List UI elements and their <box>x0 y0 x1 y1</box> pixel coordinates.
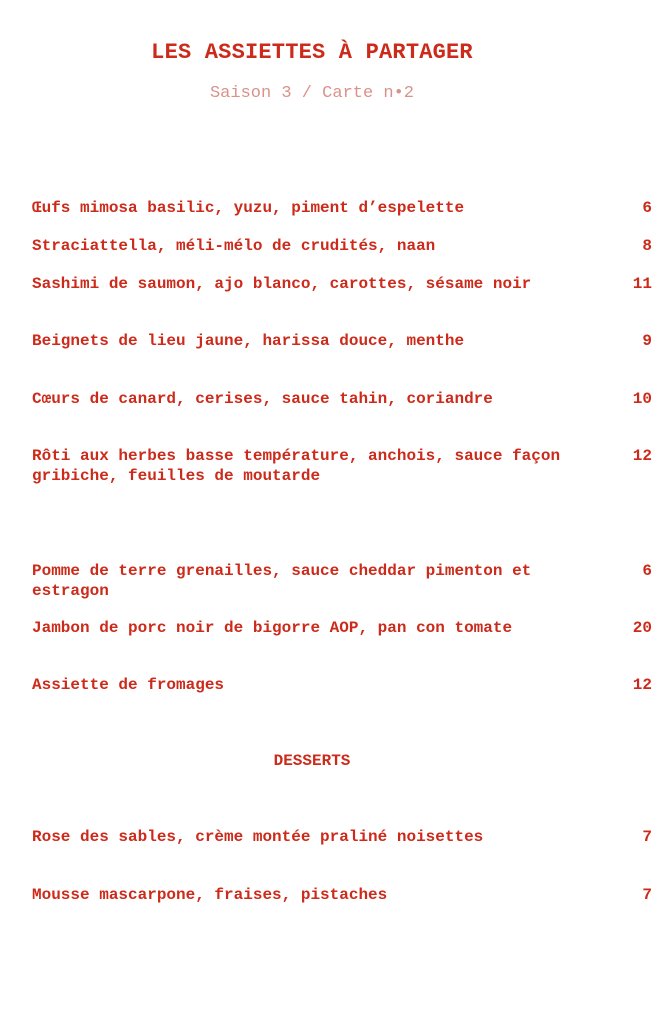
menu-item-name: Sashimi de saumon, ajo blanco, carottes, sésame noir <box>32 275 532 293</box>
desserts-heading: DESSERTS <box>273 752 351 770</box>
menu-item-name: Assiette de fromages <box>32 676 225 694</box>
menu-item-price: 12 <box>632 447 652 465</box>
menu-title: LES ASSIETTES À PARTAGER <box>151 40 473 65</box>
menu-item-price: 8 <box>642 237 652 255</box>
menu-item <box>32 198 652 218</box>
menu-item <box>32 331 652 351</box>
menu-item-price: 6 <box>642 199 652 217</box>
dessert-item-price: 7 <box>642 886 652 904</box>
menu-item <box>32 618 652 638</box>
dessert-item <box>32 885 652 905</box>
menu-item-name: Beignets de lieu jaune, harissa douce, menthe <box>32 332 465 350</box>
dessert-item-price: 7 <box>642 828 652 846</box>
dessert-item <box>32 827 652 847</box>
menu-subtitle: Saison 3 / Carte n•2 <box>209 84 415 103</box>
menu-item-price: 10 <box>632 390 652 408</box>
menu-item-price: 20 <box>632 619 652 637</box>
menu-item <box>32 236 652 256</box>
menu-item-name: Cœurs de canard, cerises, sauce tahin, coriandre <box>32 390 493 408</box>
menu-item <box>32 274 652 294</box>
menu-item-price: 12 <box>632 676 652 694</box>
menu-item-name: Rôti aux herbes basse température, anchois, sauce façon gribiche, feuilles de moutarde <box>32 447 561 485</box>
menu-item-name: Straciattella, méli-mélo de crudités, naan <box>32 237 436 255</box>
menu-item-name: Pomme de terre grenailles, sauce cheddar pimenton et estragon <box>32 562 532 600</box>
menu-item-price: 6 <box>642 562 652 580</box>
menu-item <box>32 446 652 486</box>
dessert-item-name: Mousse mascarpone, fraises, pistaches <box>32 886 388 904</box>
menu-item-name: Œufs mimosa basilic, yuzu, piment d’espelette <box>32 199 465 217</box>
menu-item-name: Jambon de porc noir de bigorre AOP, pan con tomate <box>32 619 513 637</box>
menu-item <box>32 675 652 695</box>
menu-item <box>32 561 652 601</box>
dessert-item-name: Rose des sables, crème montée praliné noisettes <box>32 828 484 846</box>
menu-item-price: 11 <box>632 275 652 293</box>
menu-item <box>32 389 652 409</box>
menu-item-price: 9 <box>642 332 652 350</box>
